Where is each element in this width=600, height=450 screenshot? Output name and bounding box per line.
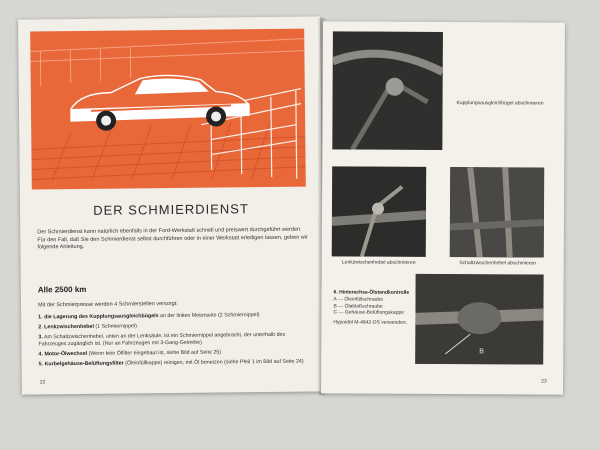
right-page	[321, 21, 565, 394]
left-page	[18, 16, 324, 394]
lead-text: Mit der Schmierpresse werden 4 Schmierstellen versorgt:	[38, 300, 178, 309]
section-title: DER SCHMIERDIENST	[93, 201, 249, 218]
photo-rear-axle	[415, 274, 543, 365]
caption-clutch: Kupplungsausgleichbügel abschmieren	[456, 100, 544, 107]
list-item: 3. Am Schaltzwischenhebel, unten an der Lenksäule, ist ein Schmiernippel angebracht, der unterhalb des Fahrzeuges zugänglich ist. (Nur an Fahrzeugen mit 3-Gang-Getriebe)	[38, 331, 286, 348]
rear-axle-check	[333, 289, 413, 326]
check-line: A — Öleinfüllschraube	[333, 296, 384, 303]
hypoid-note: Hypoidöl M-4642-DS verwenden.	[333, 319, 408, 327]
car-illustration	[30, 29, 306, 190]
check-line: C — Gehäuse-Belüftungskappe	[333, 309, 405, 317]
check-title: 6. Hinterachse-Ölstandkontrolle	[333, 289, 410, 296]
photo-clutch-linkage	[332, 31, 443, 150]
interval-heading: Alle 2500 km	[37, 284, 87, 295]
photo-shift-lever	[450, 167, 544, 257]
list-item: 2. Lenkzwischenhebel (1 Schmiernippel)	[38, 323, 137, 331]
list-item: 4. Motor-Ölwechsel (Wenn kein Ölfilter eingebaut ist, siehe Bild auf Seite 25)	[38, 349, 222, 358]
intro-paragraph: Der Schmierdienst kann natürlich ebenfalls in der Ford-Werkstatt schnell und preiswert durchgeführt werden. Für den Fall, daß Sie den Schmierdienst selbst durchführen oder in einer Werkstatt erledigen lassen, geben wir folgende Anleitung.	[37, 226, 308, 251]
list-item: 1. die Lagerung des Kupplungsausgleichbügels an der linken Motorseite (2 Schmiernippel)	[38, 312, 260, 321]
lubrication-list	[38, 312, 313, 372]
check-line: B — Ölablaßschraube	[333, 303, 383, 310]
photo-steering-lever	[332, 166, 426, 256]
list-item: 5. Kurbelgehäuse-Belüftungsfilter (Öleinfüllkappe) reinigen, mit Öl benetzen (siehe Pfeil 1 im Bild auf Seite 24)	[38, 358, 304, 368]
caption-steering: Lenkzwischenhebel abschmieren	[341, 259, 416, 266]
caption-shift: Schaltzwischenhebel abschmieren	[459, 260, 537, 267]
page-number-right: 23	[541, 378, 547, 385]
page-number-left: 22	[39, 379, 46, 386]
marker-b-label: B	[479, 348, 484, 356]
